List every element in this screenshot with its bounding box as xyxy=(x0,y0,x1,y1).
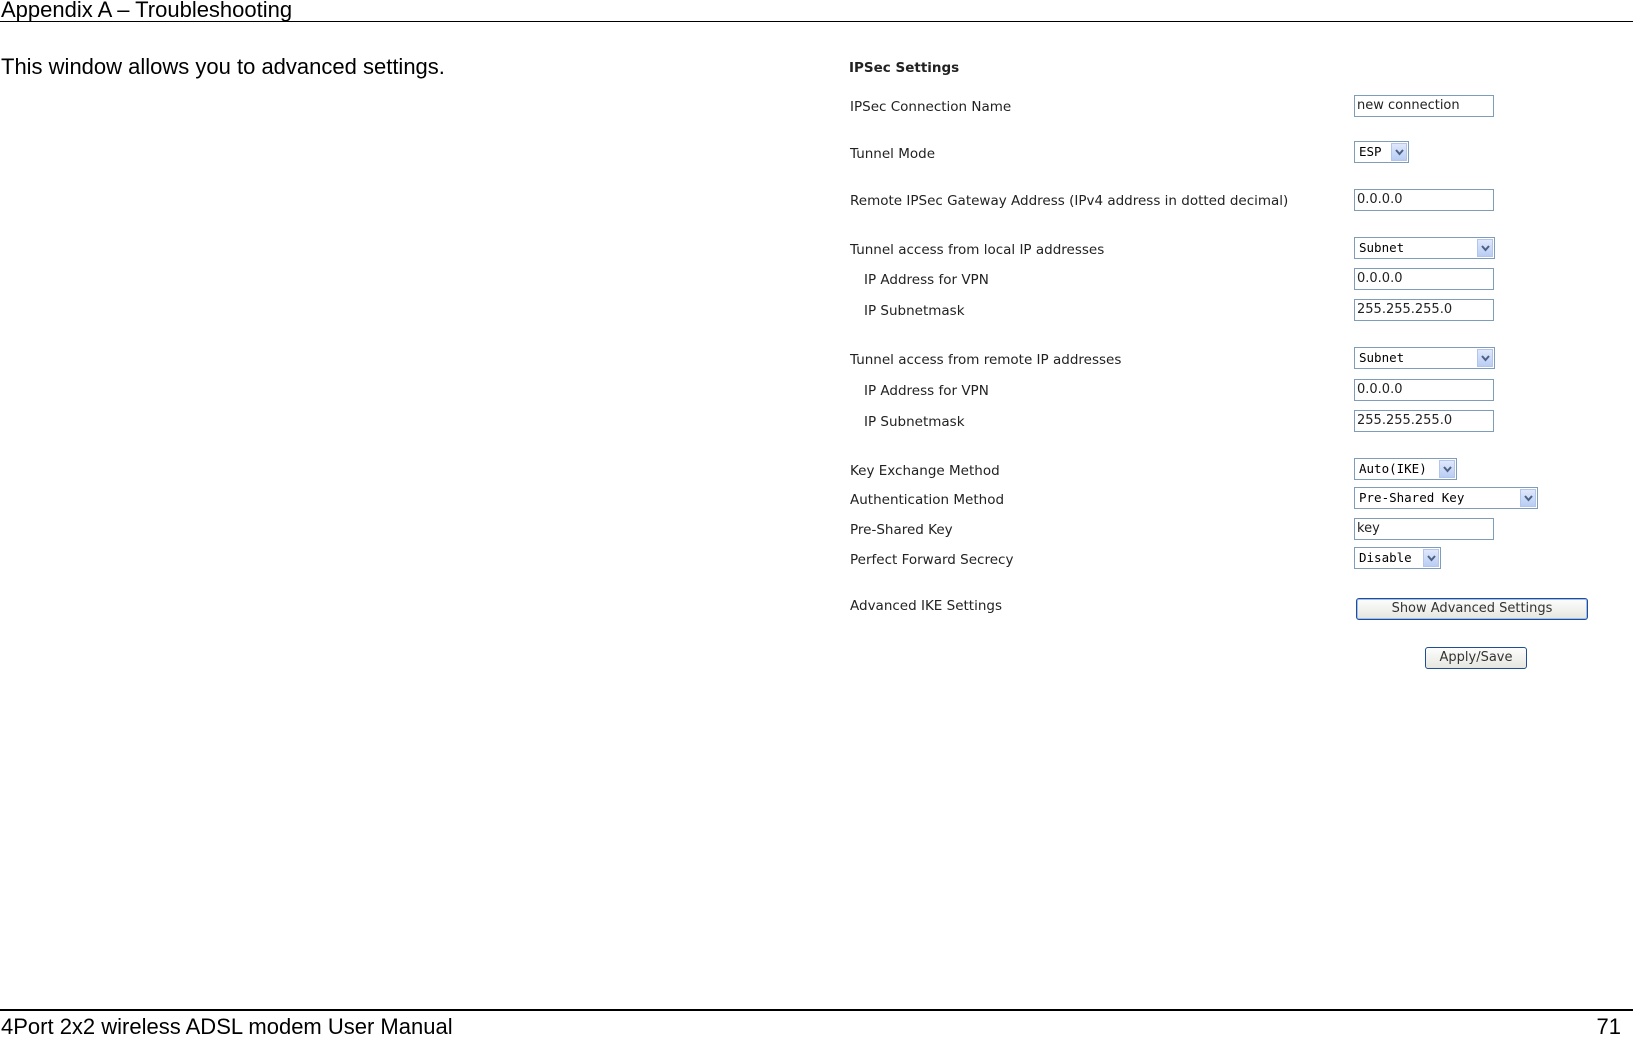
panel-title: IPSec Settings xyxy=(849,60,960,76)
local-mask-input[interactable]: 255.255.255.0 xyxy=(1354,299,1494,321)
local-ip-input[interactable]: 0.0.0.0 xyxy=(1354,268,1494,290)
auth-method-select[interactable] xyxy=(1354,487,1538,509)
intro-text: This window allows you to advanced settings. xyxy=(1,54,445,79)
chevron-down-icon[interactable] xyxy=(1423,549,1439,567)
page-number: 71 xyxy=(1596,1014,1621,1039)
pfs-select[interactable] xyxy=(1354,547,1441,569)
chevron-down-icon[interactable] xyxy=(1391,143,1407,161)
chevron-down-icon[interactable] xyxy=(1477,239,1493,257)
remote-ip-input[interactable]: 0.0.0.0 xyxy=(1354,379,1494,401)
tunnel-mode-value: ESP xyxy=(1359,144,1382,159)
local-mask-label: IP Subnetmask xyxy=(864,303,965,319)
key-exchange-select[interactable] xyxy=(1354,458,1457,480)
auth-method-label: Authentication Method xyxy=(850,492,1005,508)
pfs-value: Disable xyxy=(1359,550,1412,565)
ipsec-settings-panel xyxy=(848,56,1598,676)
key-exchange-label: Key Exchange Method xyxy=(850,463,1000,479)
key-exchange-value: Auto(IKE) xyxy=(1359,461,1427,476)
connection-name-label: IPSec Connection Name xyxy=(850,99,1012,115)
tunnel-mode-select[interactable] xyxy=(1354,141,1409,163)
local-ip-label: IP Address for VPN xyxy=(864,272,989,288)
remote-ip-label: IP Address for VPN xyxy=(864,383,989,399)
local-access-select[interactable] xyxy=(1354,237,1495,259)
pfs-label: Perfect Forward Secrecy xyxy=(850,552,1014,568)
connection-name-input[interactable]: new connection xyxy=(1354,95,1494,117)
footer-title: 4Port 2x2 wireless ADSL modem User Manual xyxy=(1,1014,453,1039)
remote-gateway-input[interactable]: 0.0.0.0 xyxy=(1354,189,1494,211)
remote-access-label: Tunnel access from remote IP addresses xyxy=(850,352,1122,368)
remote-gateway-label: Remote IPSec Gateway Address (IPv4 address in dotted decimal) xyxy=(850,193,1289,209)
tunnel-mode-label: Tunnel Mode xyxy=(850,146,935,162)
chevron-down-icon[interactable] xyxy=(1520,489,1536,507)
remote-access-value: Subnet xyxy=(1359,350,1405,365)
psk-input[interactable]: key xyxy=(1354,518,1494,540)
chevron-down-icon[interactable] xyxy=(1477,349,1493,367)
document-footer xyxy=(0,1009,1633,1040)
apply-save-button[interactable]: Apply/Save xyxy=(1425,647,1527,669)
remote-mask-input[interactable]: 255.255.255.0 xyxy=(1354,410,1494,432)
chevron-down-icon[interactable] xyxy=(1439,460,1455,478)
local-access-label: Tunnel access from local IP addresses xyxy=(850,242,1105,258)
psk-label: Pre-Shared Key xyxy=(850,522,953,538)
remote-access-select[interactable] xyxy=(1354,347,1495,369)
remote-mask-label: IP Subnetmask xyxy=(864,414,965,430)
header-title: Appendix A – Troubleshooting xyxy=(1,0,293,22)
auth-method-value: Pre-Shared Key xyxy=(1359,490,1465,505)
document-header xyxy=(0,0,1633,22)
advanced-ike-label: Advanced IKE Settings xyxy=(850,598,1003,614)
show-advanced-settings-button[interactable]: Show Advanced Settings xyxy=(1356,598,1588,620)
local-access-value: Subnet xyxy=(1359,240,1405,255)
